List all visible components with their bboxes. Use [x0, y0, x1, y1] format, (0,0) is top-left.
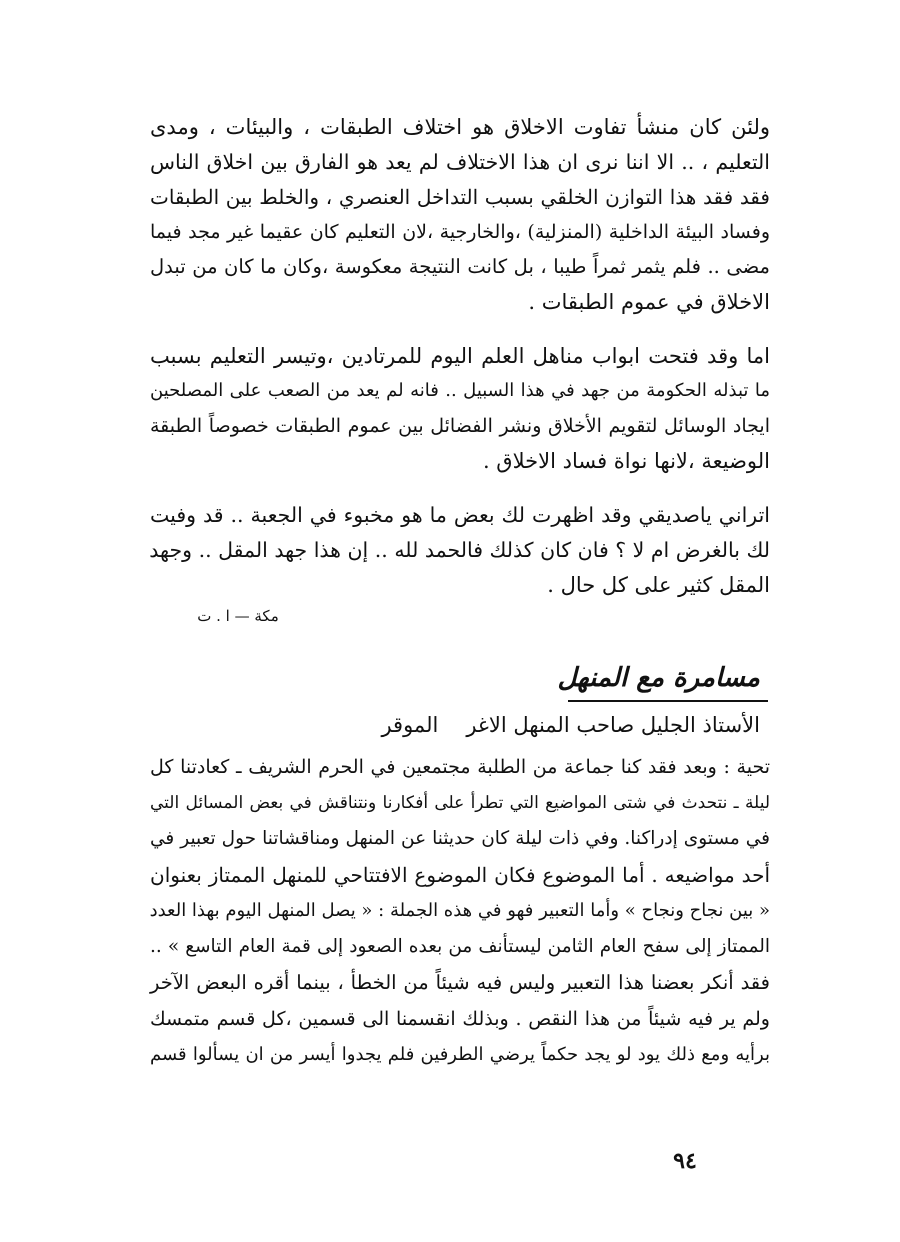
address-recipient: الأستاذ الجليل صاحب المنهل الاغر	[466, 713, 760, 737]
paragraph-1-line-4: وفساد البيئة الداخلية (المنزلية) ،والخارجية ،لان التعليم كان عقيما غير مجد فيما	[150, 221, 770, 243]
paragraph-1-line-2: التعليم ، .. الا اننا نرى ان هذا الاختلاف لم يعد هو الفارق بين اخلاق الناس	[150, 150, 770, 174]
paragraph-3-line-1: اتراني ياصديقي وقد اظهرت لك بعض ما هو مخبوء في الجعبة .. قد وفيت	[150, 503, 770, 527]
address-greeting: الموقر	[381, 713, 439, 737]
signature: مكة — ا . ت	[197, 607, 279, 625]
paragraph-3-line-3: المقل كثير على كل حال .	[547, 573, 770, 597]
paragraph-2-line-1: اما وقد فتحت ابواب مناهل العلم اليوم للمرتادين ،وتيسر التعليم بسبب	[150, 344, 770, 368]
paragraph-1-line-1: ولئن كان منشأ تفاوت الاخلاق هو اختلاف الطبقات ، والبيئات ، ومدى	[150, 115, 770, 139]
letter-line-1: تحية : وبعد فقد كنا جماعة من الطلبة مجتمعين في الحرم الشريف ـ كعادتنا كل	[150, 756, 770, 778]
letter-line-6: الممتاز إلى سفح العام الثامن ليستأنف من بعده الصعود إلى قمة العام التاسع » ..	[150, 936, 770, 957]
heading-underline	[568, 700, 768, 702]
letter-line-9: برأيه ومع ذلك يود لو يجد حكماً يرضي الطرفين فلم يجدوا أيسر من ان يسألوا قسم	[150, 1044, 770, 1065]
section-heading: مسامرة مع المنهل	[557, 663, 760, 693]
paragraph-1-line-6: الاخلاق في عموم الطبقات .	[528, 290, 770, 314]
letter-line-7: فقد أنكر بعضنا هذا التعبير وليس فيه شيئاً من الخطأ ، بينما أقره البعض الآخر	[150, 971, 770, 994]
letter-line-2: ليلة ـ نتحدث في شتى المواضيع التي تطرأ على أفكارنا ونتناقش في بعض المسائل التي	[150, 793, 770, 813]
paragraph-2-line-3: ايجاد الوسائل لتقويم الأخلاق ونشر الفضائل بين عموم الطبقات خصوصاً الطبقة	[150, 415, 770, 437]
letter-line-3: في مستوى إدراكنا. وفي ذات ليلة كان حديثنا عن المنهل ومناقشاتنا حول تعبير في	[150, 828, 770, 849]
letter-line-5: « بين نجاح ونجاح » وأما التعبير فهو في هذه الجملة : « يصل المنهل اليوم بهذا العدد	[149, 900, 770, 921]
paragraph-2-line-4: الوضيعة ،لانها نواة فساد الاخلاق .	[482, 449, 770, 473]
letter-line-8: ولم ير فيه شيئاً من هذا النقص . وبذلك انقسمنا الى قسمين ،كل قسم متمسك	[150, 1008, 770, 1030]
paragraph-3-line-2: لك بالغرض ام لا ؟ فان كان كذلك فالحمد لله .. إن هذا جهد المقل .. وجهد	[149, 538, 770, 562]
paragraph-2-line-2: ما تبذله الحكومة من جهد في هذا السبيل .. فانه لم يعد من الصعب على المصلحين	[150, 380, 770, 401]
page-number: ٩٤	[673, 1148, 697, 1174]
paragraph-1-line-5: مضى .. فلم يثمر ثمراً طيبا ، بل كانت النتيجة معكوسة ،وكان ما كان من تبدل	[150, 255, 770, 278]
letter-line-4: أحد مواضيعه . أما الموضوع فكان الموضوع الافتتاحي للمنهل الممتاز بعنوان	[150, 863, 770, 887]
paragraph-1-line-3: فقد فقد هذا التوازن الخلقي بسبب التداخل العنصري ، والخلط بين الطبقات	[150, 185, 770, 209]
letter-address	[300, 710, 760, 740]
